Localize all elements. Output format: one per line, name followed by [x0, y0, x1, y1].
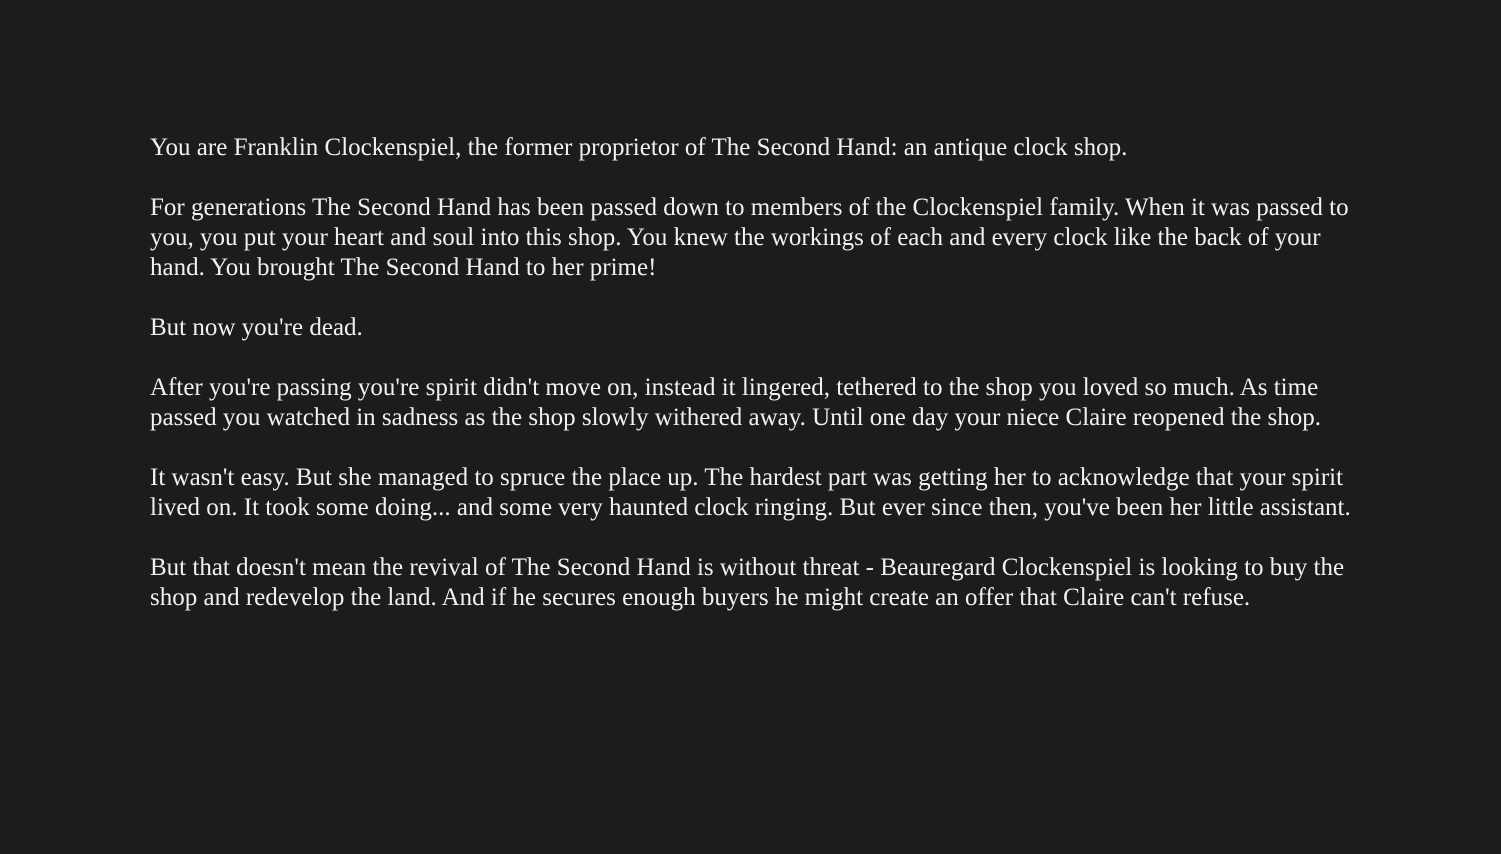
- story-paragraph-5: It wasn't easy. But she managed to spruce the place up. The hardest part was getting her to acknowledge that your spirit lived on. It took some doing... and some very haunted clock ringing. But ever since then, you've been her little assistant.: [150, 464, 1351, 521]
- story-paragraph-2: For generations The Second Hand has been passed down to members of the Clockenspiel family. When it was passed to you, you put your heart and soul into this shop. You knew the workings of each and every clock like the back of your hand. You brought The Second Hand to her prime!: [150, 194, 1349, 281]
- story-paragraph-6: But that doesn't mean the revival of The Second Hand is without threat - Beauregard Clockenspiel is looking to buy the shop and redevelop the land. And if he secures enough buyers he might create an offer that Claire can't refuse.: [150, 554, 1345, 611]
- story-paragraph-3: But now you're dead.: [150, 314, 363, 341]
- story-paragraph-1: You are Franklin Clockenspiel, the former proprietor of The Second Hand: an antique clock shop.: [150, 134, 1128, 161]
- story-paragraph-4: After you're passing you're spirit didn't move on, instead it lingered, tethered to the shop you loved so much. As time passed you watched in sadness as the shop slowly withered away. Until one day your niece Claire reopened the shop.: [150, 374, 1321, 431]
- story-text: [150, 133, 1370, 613]
